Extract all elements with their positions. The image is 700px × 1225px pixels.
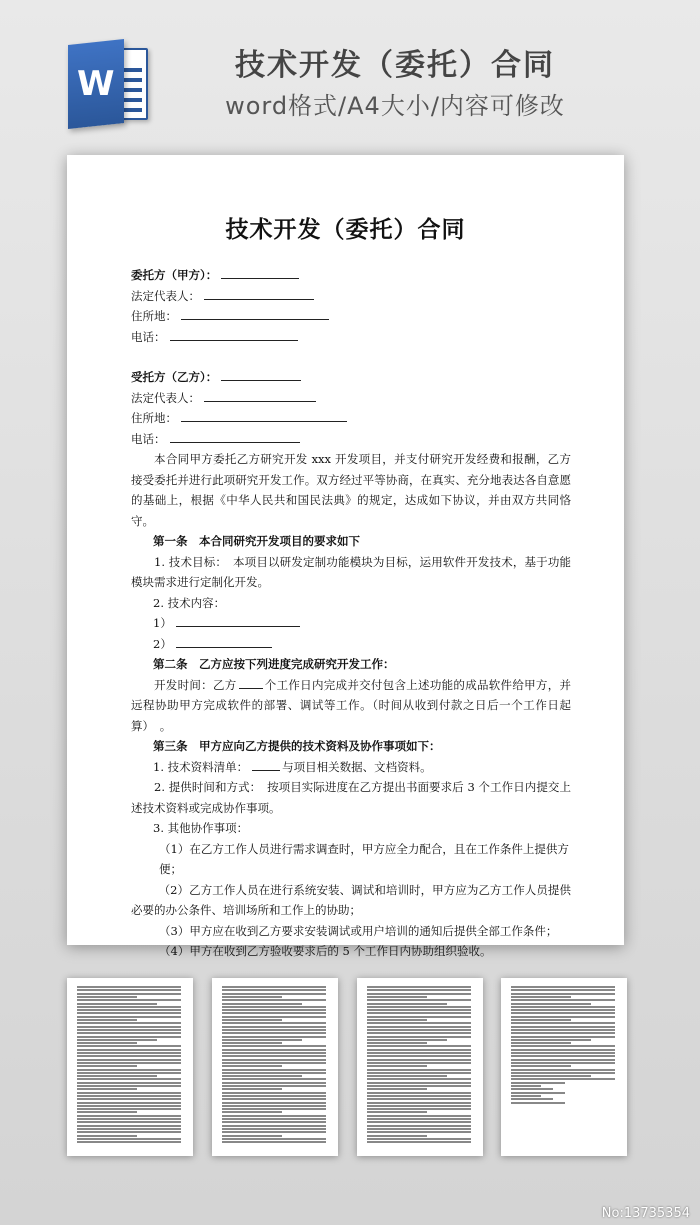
thumbnail-text-line (367, 1085, 471, 1087)
article-1-title: 第一条 本合同研究开发项目的要求如下 (153, 534, 360, 548)
thumbnail-text-line (222, 1062, 326, 1064)
thumbnail-text-line (77, 1135, 137, 1137)
thumbnail-text-line (222, 1019, 282, 1021)
thumbnail-text-line (77, 1012, 181, 1014)
thumbnail-text-line (367, 1078, 471, 1080)
document-content (131, 265, 571, 962)
thumbnail-text-line (222, 1022, 326, 1024)
thumbnail-text-line (367, 1135, 427, 1137)
thumbnail-text-line (77, 1026, 181, 1028)
party-b-line (131, 367, 571, 388)
thumbnail-text-line (222, 1016, 326, 1018)
thumbnail-text-line (77, 1036, 181, 1038)
thumbnail-text-line (222, 996, 282, 998)
thumbnail-text-line (222, 1069, 326, 1071)
thumbnail-text-line (367, 1128, 471, 1130)
thumbnail-text-line (367, 1098, 471, 1100)
thumbnail-text-line (77, 993, 181, 995)
party-b-rep-label: 法定代表人： (131, 390, 200, 405)
thumbnail-text-line (367, 989, 471, 991)
article-3-item-1 (131, 757, 571, 778)
thumbnail-text-line (222, 1138, 326, 1140)
thumbnail-text-line (367, 1069, 471, 1071)
article-1-content-label: 2. 技术内容： (153, 595, 226, 610)
thumbnail-text-line (222, 1135, 282, 1137)
header-subtitle: word格式/A4大小/内容可修改 (225, 92, 565, 120)
thumbnail-text-line (511, 1029, 615, 1031)
party-a-line (131, 265, 571, 286)
thumbnail-text-line (222, 1085, 326, 1087)
thumbnail-text-line (511, 993, 615, 995)
thumbnail-text-line (367, 1012, 471, 1014)
thumbnail-text-line (77, 1141, 181, 1143)
page-thumbnail-1[interactable] (67, 978, 193, 1156)
party-a-tel-line (131, 327, 571, 348)
thumbnail-text-line (367, 1036, 471, 1038)
thumbnail-text-line (222, 1042, 282, 1044)
thumbnail-text-line (511, 1062, 615, 1064)
thumbnail-text-line (511, 1039, 591, 1041)
thumbnail-text-line (367, 1016, 471, 1018)
thumbnail-text-line (77, 1128, 181, 1130)
article-2-text (131, 675, 571, 737)
word-icon-letter: W (77, 64, 115, 105)
thumbnail-text-line (511, 1016, 615, 1018)
thumbnail-text-line (77, 1105, 181, 1107)
thumbnail-text-line (77, 1059, 181, 1061)
article-3-item-3: 3. 其他协作事项： (153, 821, 249, 835)
document-page (67, 155, 624, 958)
thumbnail-text-line (367, 1003, 447, 1005)
thumbnail-text-line (222, 1128, 326, 1130)
thumbnail-text-line (77, 1009, 181, 1011)
thumbnail-text-line (77, 1039, 157, 1041)
thumbnail-text-line (222, 1029, 326, 1031)
thumbnail-text-line (367, 1108, 471, 1110)
header-title: 技术开发（委托）合同 (235, 48, 555, 83)
thumbnail-text-line (511, 1049, 615, 1051)
thumbnail-text-line (511, 1092, 565, 1094)
thumbnail-text-line (367, 1065, 427, 1067)
thumbnail-text-line (511, 986, 615, 988)
article-3-item-1-label: 1. 技术资料清单： (153, 759, 249, 774)
thumbnail-text-line (222, 1036, 326, 1038)
thumbnail-text-line (367, 1075, 447, 1077)
thumbnail-text-line (77, 1098, 181, 1100)
thumbnail-text-line (367, 1055, 471, 1057)
thumbnail-text-line (511, 1075, 591, 1077)
thumbnail-text-line (511, 1036, 615, 1038)
thumbnail-text-line (222, 1065, 282, 1067)
party-b-rep-blank (204, 388, 316, 402)
thumbnail-text-line (77, 1072, 181, 1074)
thumbnail-text-line (511, 1078, 615, 1080)
thumbnail-text-line (367, 1009, 471, 1011)
thumbnail-text-line (511, 1085, 541, 1087)
thumbnail-text-line (222, 1032, 326, 1034)
thumbnail-text-line (367, 1006, 471, 1008)
thumbnail-text-line (367, 1022, 471, 1024)
article-3-title: 第三条 甲方应向乙方提供的技术资料及协作事项如下： (153, 739, 441, 753)
thumbnail-text-line (222, 1141, 326, 1143)
thumbnail-text-line (367, 1125, 471, 1127)
thumbnail-text-line (367, 1029, 471, 1031)
thumbnail-text-line (77, 1006, 181, 1008)
thumbnail-text-line (77, 1078, 181, 1080)
thumbnail-text-line (367, 1092, 471, 1094)
page-thumbnail-3[interactable] (357, 978, 483, 1156)
thumbnail-text-line (511, 1059, 615, 1061)
party-a-rep-label: 法定代表人： (131, 288, 200, 303)
thumbnail-text-line (511, 1102, 565, 1104)
thumbnail-text-line (222, 1055, 326, 1057)
thumbnail-text-line (511, 1082, 565, 1084)
thumbnail-text-line (222, 1059, 326, 1061)
thumbnail-text-line (77, 1085, 181, 1087)
article-1-item-1-label: 1） (153, 616, 172, 630)
thumbnail-text-line (367, 1059, 471, 1061)
thumbnail-text-line (511, 1032, 615, 1034)
thumbnail-text-line (222, 1131, 326, 1133)
article-2-days-blank (239, 678, 263, 689)
article-1-item-2 (131, 634, 571, 655)
thumbnail-text-line (367, 1052, 471, 1054)
thumbnail-text-line (77, 1032, 181, 1034)
thumbnail-text-line (222, 1003, 302, 1005)
thumbnail-text-line (222, 1088, 282, 1090)
thumbnail-text-line (367, 1026, 471, 1028)
article-1-item-1-blank (176, 613, 300, 627)
thumbnail-text-line (367, 1115, 471, 1117)
header (0, 0, 700, 150)
thumbnail-text-line (367, 1072, 471, 1074)
thumbnail-text-line (511, 1006, 615, 1008)
word-icon-badge (68, 39, 124, 129)
thumbnail-text-line (511, 1009, 615, 1011)
thumbnail-text-line (511, 1072, 615, 1074)
thumbnail-text-line (77, 1088, 137, 1090)
thumbnail-text-line (77, 1125, 181, 1127)
thumbnail-text-line (222, 1049, 326, 1051)
thumbnail-text-line (222, 1075, 302, 1077)
article-3-item-3-2: （2）乙方工作人员在进行系统安装、调试和培训时，甲方应为乙方工作人员提供必要的办公条件、培训场所和工作上的协助； (131, 882, 571, 917)
thumbnail-text-line (77, 1019, 137, 1021)
thumbnail-text-line (222, 1118, 326, 1120)
thumbnail-text-line (222, 1045, 326, 1047)
article-3-item-3-4: （4）甲方在收到乙方验收要求后的 5 个工作日内协助组织验收。 (159, 944, 492, 958)
thumbnail-text-line (77, 1075, 157, 1077)
thumbnail-text-line (222, 1092, 326, 1094)
party-a-addr-blank (181, 306, 329, 320)
thumbnail-text-line (77, 1029, 181, 1031)
thumbnail-text-line (222, 1078, 326, 1080)
thumbnail-text-line (222, 1098, 326, 1100)
thumbnail-text-line (367, 1138, 471, 1140)
thumbnail-text-line (511, 1052, 615, 1054)
thumbnail-text-line (77, 1045, 181, 1047)
thumbnail-text-line (77, 1069, 181, 1071)
article-1-item-1 (131, 613, 571, 634)
thumbnail-text-line (77, 999, 181, 1001)
thumbnail-text-line (77, 1131, 181, 1133)
thumbnail-text-line (367, 1039, 447, 1041)
party-b-label: 受托方（乙方）： (131, 370, 218, 384)
thumbnail-text-line (511, 1042, 571, 1044)
thumbnail-text-line (77, 1022, 181, 1024)
party-b-tel-label: 电话： (131, 431, 166, 446)
thumbnail-text-line (77, 1049, 181, 1051)
thumbnail-text-line (511, 1098, 553, 1100)
party-b-rep-line (131, 388, 571, 409)
thumbnail-text-line (367, 1141, 471, 1143)
party-a-tel-label: 电话： (131, 329, 166, 344)
thumbnail-text-line (77, 1121, 181, 1123)
party-b-blank (221, 367, 301, 381)
party-b-addr-line (131, 408, 571, 429)
thumbnail-text-line (222, 1072, 326, 1074)
word-icon (68, 42, 150, 126)
article-1-item-2-label: 2） (153, 636, 172, 651)
article-3-item-1-text: 与项目相关数据、文档资料。 (282, 759, 432, 774)
thumbnail-text-line (367, 1118, 471, 1120)
thumbnail-text-line (367, 993, 471, 995)
thumbnail-text-line (222, 986, 326, 988)
thumbnail-text-line (367, 996, 427, 998)
thumbnail-text-line (77, 996, 137, 998)
thumbnail-text-line (511, 1003, 591, 1005)
thumbnail-text-line (222, 1108, 326, 1110)
thumbnail-text-line (222, 1012, 326, 1014)
thumbnail-text-line (367, 999, 471, 1001)
thumbnail-text-line (367, 1105, 471, 1107)
thumbnail-text-line (77, 986, 181, 988)
thumbnail-text-line (222, 1111, 282, 1113)
thumbnail-text-line (367, 1082, 471, 1084)
thumbnail-text-line (511, 999, 615, 1001)
thumbnail-text-line (511, 996, 571, 998)
thumbnail-text-line (222, 1121, 326, 1123)
article-2-text-b: 个工作日内完成并交付包含上述功能的成品软件给甲方，并远程协助甲方完成软件的部署、调试等工作。（时间从收到付款之日后一个工作日起算） 。 (131, 677, 571, 733)
thumbnail-text-line (77, 989, 181, 991)
thumbnail-text-line (222, 1115, 326, 1117)
thumbnail-text-line (77, 1082, 181, 1084)
thumbnail-text-line (77, 1102, 181, 1104)
thumbnail-text-line (511, 1019, 571, 1021)
article-3-item-3-1: （1）在乙方工作人员进行需求调查时，甲方应全力配合，且在工作条件上提供方便； (159, 841, 569, 876)
thumbnail-text-line (77, 1016, 181, 1018)
page-thumbnail-4[interactable] (501, 978, 627, 1156)
article-1-goal: 1. 技术目标： 本项目以研发定制功能模块为目标，运用软件开发技术，基于功能模块需求进行定制化开发。 (131, 554, 571, 589)
thumbnail-text-line (222, 1095, 326, 1097)
party-a-blank (221, 265, 299, 279)
document-title: 技术开发（委托）合同 (225, 216, 466, 243)
image-id-label: No:13735354 (601, 1206, 690, 1221)
party-a-addr-line (131, 306, 571, 327)
thumbnail-text-line (77, 1111, 137, 1113)
thumbnail-text-line (511, 989, 615, 991)
thumbnail-text-line (77, 1095, 181, 1097)
thumbnail-text-line (367, 1111, 427, 1113)
thumbnail-text-line (222, 999, 326, 1001)
party-a-addr-label: 住所地： (131, 309, 177, 323)
article-1-item-2-blank (176, 634, 272, 648)
thumbnail-text-line (222, 1105, 326, 1107)
article-3-item-3-3: （3）甲方应在收到乙方要求安装调试或用户培训的通知后提供全部工作条件； (159, 923, 558, 938)
thumbnail-text-line (77, 1062, 181, 1064)
party-b-tel-blank (170, 429, 300, 443)
thumbnail-text-line (222, 1125, 326, 1127)
thumbnail-text-line (222, 1052, 326, 1054)
thumbnail-text-line (367, 1049, 471, 1051)
thumbnail-text-line (367, 1095, 471, 1097)
thumbnail-text-line (511, 1022, 615, 1024)
article-2-title: 第二条 乙方应按下列进度完成研究开发工作： (153, 657, 395, 671)
thumbnail-text-line (222, 1102, 326, 1104)
thumbnail-text-line (511, 1065, 571, 1067)
thumbnail-text-line (367, 1088, 427, 1090)
thumbnail-text-line (367, 1131, 471, 1133)
thumbnail-text-line (222, 1009, 326, 1011)
article-2-text-a: 开发时间：乙方 (154, 677, 237, 692)
party-b-addr-blank (181, 408, 347, 422)
thumbnail-text-line (77, 1108, 181, 1110)
thumbnail-text-line (222, 1006, 326, 1008)
thumbnail-text-line (77, 1092, 181, 1094)
thumbnail-text-line (367, 1032, 471, 1034)
thumbnail-text-line (77, 1055, 181, 1057)
thumbnail-text-line (367, 1062, 471, 1064)
party-a-rep-line (131, 286, 571, 307)
thumbnail-text-line (367, 1019, 427, 1021)
thumbnail-text-line (511, 1095, 541, 1097)
party-a-tel-blank (170, 327, 298, 341)
thumbnail-text-line (222, 1026, 326, 1028)
thumbnail-text-line (77, 1115, 181, 1117)
thumbnail-text-line (367, 1042, 427, 1044)
party-a-rep-blank (204, 286, 314, 300)
thumbnail-text-line (367, 1121, 471, 1123)
thumbnail-text-line (511, 1045, 615, 1047)
thumbnail-text-line (77, 1042, 137, 1044)
page-thumbnail-2[interactable] (212, 978, 338, 1156)
intro-paragraph: 本合同甲方委托乙方研究开发 xxx 开发项目，并支付研究开发经费和报酬，乙方接受委托并进行此项研究开发工作。双方经过平等协商，在真实、充分地表达各自意愿的基础上，根据《中华人民共和国民法典》的规定，达成如下协议，并由双方共同恪守。 (131, 452, 571, 528)
thumbnail-text-line (222, 1039, 302, 1041)
thumbnail-text-line (222, 1082, 326, 1084)
thumbnail-text-line (77, 1065, 137, 1067)
thumbnail-text-line (222, 993, 326, 995)
thumbnail-text-line (511, 1026, 615, 1028)
thumbnail-text-line (511, 1055, 615, 1057)
thumbnail-text-line (367, 1045, 471, 1047)
thumbnail-text-line (511, 1012, 615, 1014)
party-b-tel-line (131, 429, 571, 450)
thumbnail-text-line (367, 986, 471, 988)
thumbnail-text-line (511, 1069, 615, 1071)
party-b-addr-label: 住所地： (131, 411, 177, 425)
thumbnail-text-line (222, 989, 326, 991)
article-3-item-1-blank (252, 757, 280, 771)
thumbnail-text-line (367, 1102, 471, 1104)
party-a-label: 委托方（甲方）： (131, 268, 218, 282)
thumbnail-text-line (77, 1118, 181, 1120)
thumbnail-text-line (511, 1088, 553, 1090)
thumbnail-text-line (77, 1052, 181, 1054)
thumbnail-text-line (77, 1003, 157, 1005)
article-3-item-2: 2. 提供时间和方式： 按项目实际进度在乙方提出书面要求后 3 个工作日内提交上述技术资料或完成协作事项。 (131, 780, 571, 815)
thumbnail-text-line (77, 1138, 181, 1140)
